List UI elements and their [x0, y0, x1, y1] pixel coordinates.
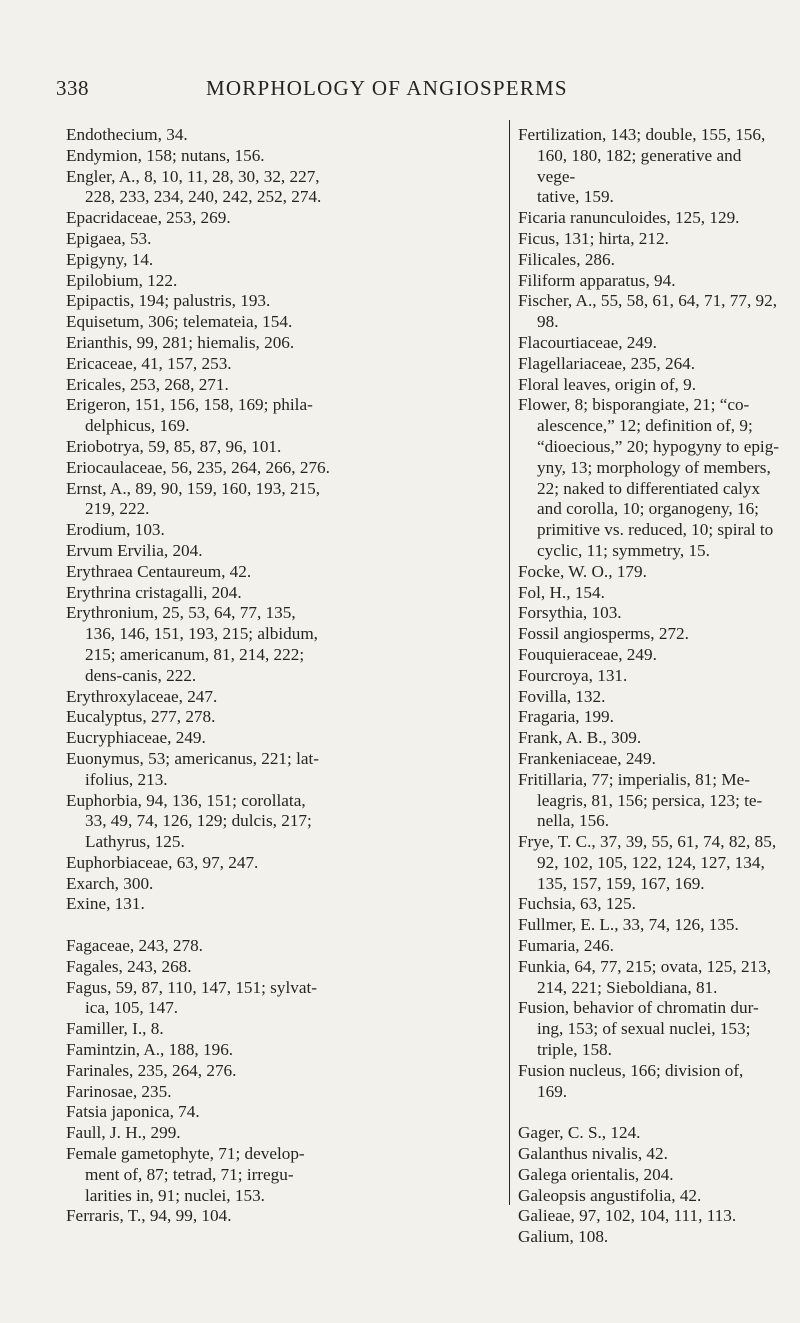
index-entry: Endymion, 158; nutans, 156. — [66, 145, 265, 165]
index-entry-continuation: primitive vs. reduced, 10; spiral to — [537, 520, 774, 540]
index-entry: Frye, T. C., 37, 39, 55, 61, 74, 82, 85, — [518, 832, 777, 852]
index-entry: Fatsia japonica, 74. — [66, 1102, 200, 1122]
index-entry: Fagus, 59, 87, 110, 147, 151; sylvat- — [66, 977, 317, 997]
index-entry: Familler, I., 8. — [66, 1019, 164, 1039]
index-entry: Flower, 8; bisporangiate, 21; “co- — [518, 395, 750, 415]
index-entry-continuation: and corolla, 10; organogeny, 16; — [537, 499, 759, 519]
index-entry: Galega orientalis, 204. — [518, 1164, 674, 1184]
index-entry-continuation: cyclic, 11; symmetry, 15. — [537, 540, 710, 560]
index-entry: Fragaria, 199. — [518, 707, 614, 727]
index-entry: Farinales, 235, 264, 276. — [66, 1060, 237, 1080]
index-entry: Filicales, 286. — [518, 249, 615, 269]
index-entry: Fischer, A., 55, 58, 61, 64, 71, 77, 92, — [518, 291, 778, 311]
index-entry: Fusion, behavior of chromatin dur- — [518, 998, 759, 1018]
index-entry: Fertilization, 143; double, 155, 156, — [518, 125, 766, 144]
index-entry: Farinosae, 235. — [66, 1081, 172, 1101]
running-title: MORPHOLOGY OF ANGIOSPERMS — [206, 76, 568, 100]
index-entry: Faull, J. H., 299. — [66, 1123, 181, 1143]
index-entry: Eriobotrya, 59, 85, 87, 96, 101. — [66, 436, 282, 456]
index-entry: Fagales, 243, 268. — [66, 956, 192, 976]
index-entry: Fusion nucleus, 166; division of, — [518, 1060, 744, 1080]
index-entry: Fouquieraceae, 249. — [518, 644, 657, 664]
index-entry-continuation: 136, 146, 151, 193, 215; albidum, — [85, 624, 318, 644]
index-entry: Galium, 108. — [518, 1227, 609, 1247]
index-entry-continuation: 169. — [537, 1081, 568, 1101]
index-entry: Forsythia, 103. — [518, 603, 622, 623]
index-entry: Ericales, 253, 268, 271. — [66, 374, 229, 394]
index-column-right — [518, 125, 780, 1248]
index-entry: Flagellariaceae, 235, 264. — [518, 353, 696, 373]
index-entry: Fol, H., 154. — [518, 582, 605, 602]
section-gap — [518, 1102, 780, 1123]
index-entry: Eriocaulaceae, 56, 235, 264, 266, 276. — [66, 457, 330, 477]
index-entry: Erythroxylaceae, 247. — [66, 686, 218, 706]
index-entry: Epilobium, 122. — [66, 270, 178, 290]
index-entry: Euphorbiaceae, 63, 97, 247. — [66, 852, 259, 872]
index-entry-continuation: ment of, 87; tetrad, 71; irregu- — [85, 1164, 294, 1184]
index-entry: Fullmer, E. L., 33, 74, 126, 135. — [518, 915, 739, 935]
index-entry: Eucryphiaceae, 249. — [66, 728, 206, 748]
index-entry-continuation: yny, 13; morphology of members, — [537, 457, 771, 477]
index-entry: Galieae, 97, 102, 104, 111, 113. — [518, 1206, 737, 1226]
index-entry: Galeopsis angustifolia, 42. — [518, 1185, 702, 1205]
index-entry: Exarch, 300. — [66, 873, 154, 893]
index-entry-continuation: nella, 156. — [537, 811, 610, 831]
page-header — [56, 76, 746, 106]
index-entry: Funkia, 64, 77, 215; ovata, 125, 213, — [518, 956, 772, 976]
index-entry: Equisetum, 306; telemateia, 154. — [66, 312, 293, 332]
index-entry-continuation: triple, 158. — [537, 1040, 612, 1060]
index-entry-continuation: ica, 105, 147. — [85, 998, 179, 1018]
index-entry: Epigyny, 14. — [66, 249, 154, 269]
index-entry: Gager, C. S., 124. — [518, 1123, 641, 1143]
index-entry: Euphorbia, 94, 136, 151; corollata, — [66, 790, 306, 810]
index-entry-continuation: delphicus, 169. — [85, 416, 190, 436]
index-entry: Endothecium, 34. — [66, 125, 188, 144]
index-entry: Fourcroya, 131. — [518, 665, 628, 685]
index-entry: Ficaria ranunculoides, 125, 129. — [518, 208, 740, 228]
index-entry: Ervum Ervilia, 204. — [66, 540, 203, 560]
column-divider — [509, 120, 510, 1205]
index-entry: Erythraea Centaureum, 42. — [66, 561, 252, 581]
index-entry: Famintzin, A., 188, 196. — [66, 1040, 234, 1060]
page-number: 338 — [56, 76, 89, 100]
index-entry: Erianthis, 99, 281; hiemalis, 206. — [66, 332, 295, 352]
index-entry: Fuchsia, 63, 125. — [518, 894, 636, 914]
index-entry-continuation: Lathyrus, 125. — [85, 832, 185, 852]
index-entry-continuation: “dioecious,” 20; hypogyny to epig- — [537, 436, 780, 456]
index-entry-continuation: 135, 157, 159, 167, 169. — [537, 873, 705, 893]
index-entry: Ernst, A., 89, 90, 159, 160, 193, 215, — [66, 478, 320, 498]
index-entry: Erythronium, 25, 53, 64, 77, 135, — [66, 603, 296, 623]
index-entry: Flacourtiaceae, 249. — [518, 332, 657, 352]
index-entry: Ficus, 131; hirta, 212. — [518, 228, 669, 248]
index-entry-continuation: ifolius, 213. — [85, 769, 168, 789]
index-entry: Filiform apparatus, 94. — [518, 270, 676, 290]
index-entry: Epigaea, 53. — [66, 228, 152, 248]
index-entry-continuation: 215; americanum, 81, 214, 222; — [85, 644, 305, 664]
index-entry: Female gametophyte, 71; develop- — [66, 1144, 305, 1164]
index-entry-continuation: tative, 159. — [537, 187, 614, 207]
index-entry-continuation: leagris, 81, 156; persica, 123; te- — [537, 790, 763, 810]
index-entry: Galanthus nivalis, 42. — [518, 1144, 668, 1164]
index-entry: Floral leaves, origin of, 9. — [518, 374, 697, 394]
index-entry: Fritillaria, 77; imperialis, 81; Me- — [518, 769, 750, 789]
index-column-left — [66, 125, 486, 1227]
index-entry: Epipactis, 194; palustris, 193. — [66, 291, 271, 311]
index-entry-continuation: 98. — [537, 312, 559, 332]
index-entry-continuation: 33, 49, 74, 126, 129; dulcis, 217; — [85, 811, 312, 831]
index-entry: Frankeniaceae, 249. — [518, 748, 656, 768]
index-entry-continuation: 214, 221; Sieboldiana, 81. — [537, 977, 718, 997]
index-entry: Erigeron, 151, 156, 158, 169; phila- — [66, 395, 313, 415]
index-entry-continuation: 228, 233, 234, 240, 242, 252, 274. — [85, 187, 322, 207]
index-entry: Fovilla, 132. — [518, 686, 606, 706]
index-entry: Epacridaceae, 253, 269. — [66, 208, 231, 228]
index-entry-continuation: dens-canis, 222. — [85, 665, 197, 685]
index-entry: Eucalyptus, 277, 278. — [66, 707, 216, 727]
index-entry: Erythrina cristagalli, 204. — [66, 582, 242, 602]
index-entry: Erodium, 103. — [66, 520, 165, 540]
index-entry: Fumaria, 246. — [518, 936, 614, 956]
section-gap — [66, 915, 486, 936]
index-entry: Ericaceae, 41, 157, 253. — [66, 353, 232, 373]
index-entry-continuation: 160, 180, 182; generative and vege- — [537, 145, 742, 186]
index-entry: Fagaceae, 243, 278. — [66, 936, 203, 956]
index-entry: Frank, A. B., 309. — [518, 728, 642, 748]
index-entry-continuation: 22; naked to differentiated calyx — [537, 478, 761, 498]
index-entry-continuation: alescence,” 12; definition of, 9; — [537, 416, 753, 436]
index-entry-continuation: 219, 222. — [85, 499, 150, 519]
index-entry: Euonymus, 53; americanus, 221; lat- — [66, 748, 319, 768]
index-entry: Fossil angiosperms, 272. — [518, 624, 689, 644]
index-entry: Exine, 131. — [66, 894, 145, 914]
index-entry-continuation: ing, 153; of sexual nuclei, 153; — [537, 1019, 751, 1039]
index-entry: Focke, W. O., 179. — [518, 561, 647, 581]
index-entry-continuation: 92, 102, 105, 122, 124, 127, 134, — [537, 852, 765, 872]
index-entry-continuation: larities in, 91; nuclei, 153. — [85, 1185, 265, 1205]
index-entry: Ferraris, T., 94, 99, 104. — [66, 1206, 232, 1226]
index-entry: Engler, A., 8, 10, 11, 28, 30, 32, 227, — [66, 166, 320, 186]
